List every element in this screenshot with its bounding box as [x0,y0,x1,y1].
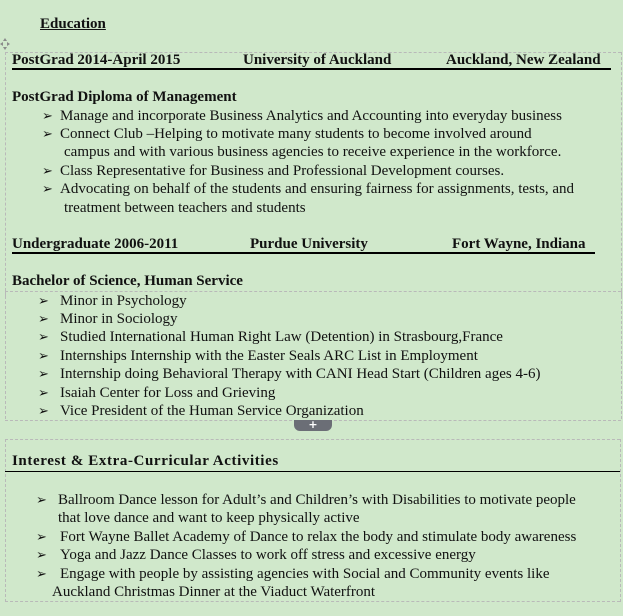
undergrad-bullet-3: Studied International Human Right Law (Detention) in Strasbourg,France [60,329,503,345]
education-heading: Education [40,16,106,32]
postgrad-bullet-1: Manage and incorporate Business Analytics and Accounting into everyday business [60,108,562,124]
interest-bullet-3: Yoga and Jazz Dance Classes to work off stress and excessive energy [60,547,476,563]
table-border-right-row2 [621,291,622,419]
undergrad-bullet-4: Internships Internship with the Easter Seals ARC List in Employment [60,348,478,364]
table2-border-right [620,439,621,602]
add-row-button[interactable]: + [294,420,332,431]
table-border-left [5,52,6,296]
table-border-left-row2 [5,291,6,419]
undergrad-bullet-7: Vice President of the Human Service Organization [60,403,364,419]
interest-bullet-4-cont: Auckland Christmas Dinner at the Viaduct Waterfront [52,584,376,600]
undergrad-bullet-1: Minor in Psychology [60,293,187,309]
undergrad-degree: Bachelor of Science, Human Service [12,273,243,289]
postgrad-bullet-4-cont: treatment between teachers and students [64,200,306,216]
undergrad-period: Undergraduate 2006-2011 [12,236,179,252]
undergrad-bullet-5: Internship doing Behavioral Therapy with CANI Head Start (Children ages 4-6) [60,366,541,382]
postgrad-period: PostGrad 2014-April 2015 [12,52,181,68]
bullet-arrow-icon: ➢ [42,126,53,141]
bullet-arrow-icon: ➢ [38,293,49,308]
interests-rule [5,471,620,472]
bullet-arrow-icon: ➢ [42,181,53,196]
interests-heading: Interest & Extra-Curricular Activities [12,453,279,469]
postgrad-bullet-4: Advocating on behalf of the students and ensuring fairness for assignments, tests, and [60,181,575,197]
bullet-arrow-icon: ➢ [38,366,49,381]
bullet-arrow-icon: ➢ [36,529,47,544]
undergrad-location: Fort Wayne, Indiana [452,236,586,252]
postgrad-degree: PostGrad Diploma of Management [12,89,237,105]
table-border-right [621,52,622,296]
table2-border-bottom [5,601,620,602]
table2-border-top [5,439,620,440]
postgrad-institution: University of Auckland [243,52,392,68]
postgrad-underline [12,68,611,70]
postgrad-location: Auckland, New Zealand [446,52,601,68]
bullet-arrow-icon: ➢ [38,385,49,400]
interest-bullet-1-cont: that love dance and want to keep physically active [58,510,360,526]
table-move-handle-icon[interactable] [0,37,10,51]
bullet-arrow-icon: ➢ [38,403,49,418]
interest-bullet-4: Engage with people by assisting agencies with Social and Community events like [60,566,550,582]
bullet-arrow-icon: ➢ [38,348,49,363]
undergrad-bullet-2: Minor in Sociology [60,311,178,327]
bullet-arrow-icon: ➢ [36,492,47,507]
bullet-arrow-icon: ➢ [36,566,47,581]
interest-bullet-1: Ballroom Dance lesson for Adult’s and Children’s with Disabilities to motivate people [58,492,576,508]
postgrad-bullet-3: Class Representative for Business and Professional Development courses. [60,163,505,179]
undergrad-bullet-6: Isaiah Center for Loss and Grieving [60,385,276,401]
bullet-arrow-icon: ➢ [42,163,53,178]
undergrad-institution: Purdue University [250,236,368,252]
bullet-arrow-icon: ➢ [38,311,49,326]
bullet-arrow-icon: ➢ [38,329,49,344]
table2-border-left [5,439,6,602]
bullet-arrow-icon: ➢ [42,108,53,123]
undergrad-underline [12,252,595,254]
interest-bullet-2: Fort Wayne Ballet Academy of Dance to relax the body and stimulate body awareness [60,529,577,545]
postgrad-bullet-2-cont: campus and with various business agencies to receive experience in the workforce. [64,144,562,160]
postgrad-bullet-2: Connect Club –Helping to motivate many students to become involved around [60,126,532,142]
bullet-arrow-icon: ➢ [36,547,47,562]
